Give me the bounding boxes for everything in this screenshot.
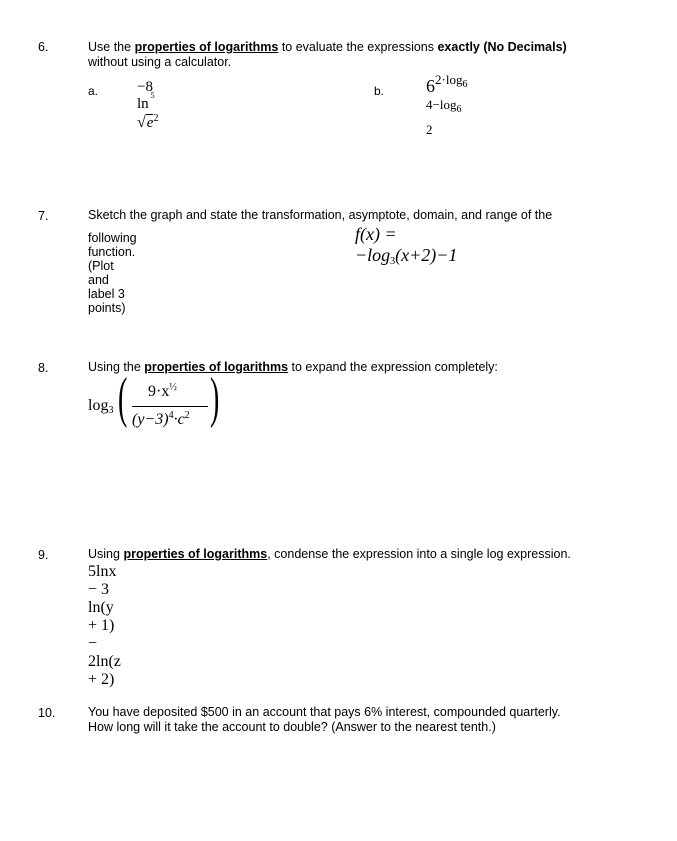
question-text: Use the properties of logarithms to evaluate the expressions exactly (No Decimals) without using a calculator.: [88, 40, 567, 69]
log-argument: [118, 367, 220, 440]
properties-link: properties of logarithms: [123, 547, 268, 561]
expression: 5lnx − 3 ln(y + 1) − 2ln(z + 2): [88, 563, 121, 688]
right-paren: ): [210, 367, 220, 429]
question-number: 8.: [38, 361, 49, 375]
radical: 5 $√e^2$: [137, 91, 159, 131]
part-b-label: b.: [374, 84, 385, 98]
question-number: 6.: [38, 40, 49, 54]
question-text: Sketch the graph and state the transformation, asymptote, domain, and range of the: [88, 208, 553, 222]
log-label: $\log_3$: [88, 397, 114, 416]
question-number: 7.: [38, 209, 49, 223]
question-number: 9.: [38, 548, 49, 562]
question-text-line2: following function. (Plot and label 3 points): [88, 231, 137, 315]
part-a-expression: −8 ln 5 $√e^2$: [137, 79, 159, 131]
numerator: $9\cdot x^{\frac{1}{2}}$: [148, 382, 177, 400]
question-text: Using properties of logarithms, condense the expression into a single log expression.: [88, 547, 571, 561]
function-expression: $f(x) = -\log_3(x+2)-1$: [355, 224, 458, 267]
part-b-expression: $6^{2\cdot log_6 4-log_6 2}$: [426, 72, 468, 137]
fraction-bar: [132, 406, 208, 407]
properties-link: properties of logarithms: [134, 40, 279, 54]
properties-link: properties of logarithms: [144, 360, 289, 374]
question-number: 10.: [38, 706, 56, 720]
denominator: $(y-3)^4\cdot c^2$: [132, 410, 190, 428]
question-text: You have deposited $500 in an account that pays 6% interest, compounded quarterly. How long will it take the account to double? (Answer to the nearest tenth.): [88, 705, 561, 734]
question-text: Using the properties of logarithms to expand the expression completely:: [88, 360, 498, 374]
part-a-label: a.: [88, 84, 99, 98]
left-paren: (: [118, 367, 128, 429]
